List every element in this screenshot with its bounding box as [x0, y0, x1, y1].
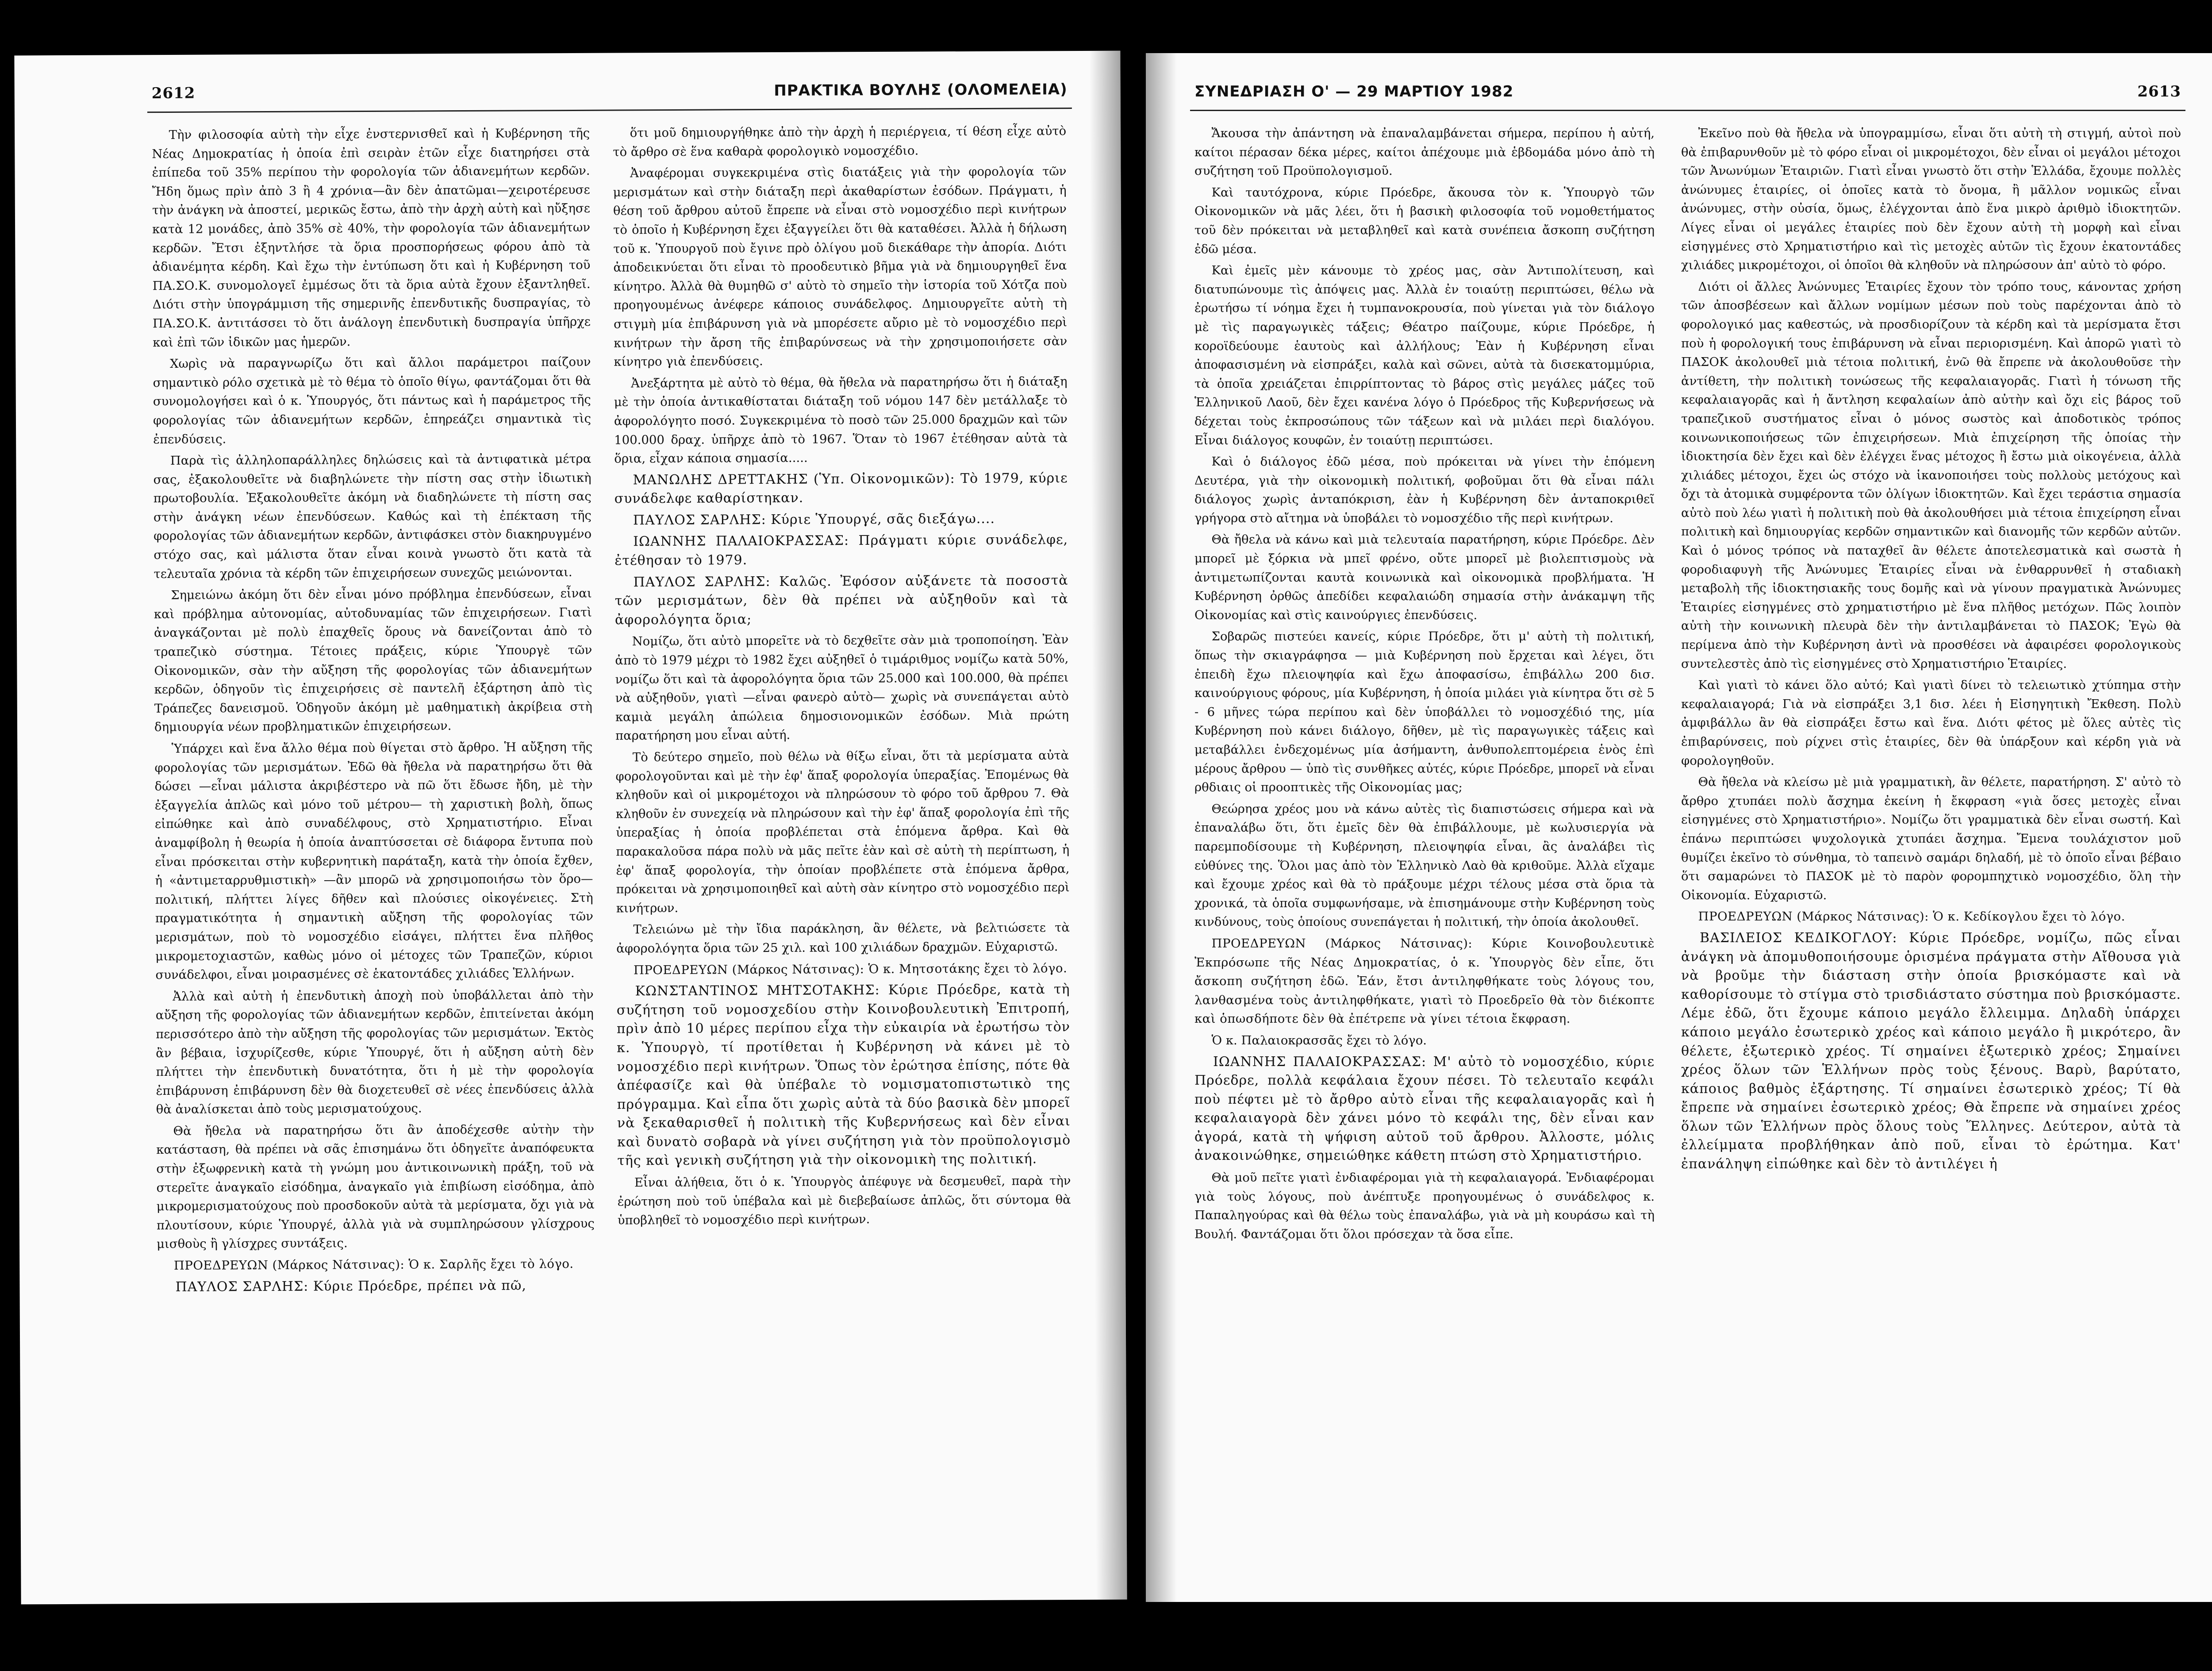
page-number: 2612	[151, 84, 196, 103]
chair-paragraph: ΠΡΟΕΔΡΕΥΩΝ (Μάρκος Νάτσινας): Ὁ κ. Κεδίκογλου ἔχει τὸ λόγο.	[1698, 909, 2125, 924]
left-page	[14, 51, 1127, 1605]
speaker-paragraph: ΙΩΑΝΝΗΣ ΠΑΛΑΙΟΚΡΑΣΣΑΣ: Μ' αὐτὸ τὸ νομοσχέδιο, κύριε Πρόεδρε, πολλὰ κεφάλαια ἔχουν πέσει. Τὸ τελευταῖο κεφάλι ποὺ πέφτει μὲ τὸ ἄρθρο αὐτὸ εἶναι τῆς κεφαλαιαγορᾶς καὶ ἡ κεφαλαιαγορὰ δὲν χάνει μόνο τὸ κεφάλι της, δὲν εἶναι καν ἀγορά, κατὰ τὴ ψήφιση αὐτοῦ τοῦ ἄρθρου. Ἀλλοστε, μόλις ἀνακοινώθηκε, σημειώθηκε κάθετη πτώση στὸ Χρηματιστήριο.	[1194, 1054, 1655, 1164]
paragraph: Ὑπάρχει καὶ ἕνα ἄλλο θέμα ποὺ θίγεται στὸ ἄρθρο. Ἡ αὔξηση τῆς φορολογίας τῶν μερισμάτων. Ἐδῶ θὰ ἤθελα νὰ παρατηρήσω ὅτι θὰ δώσει —εἶναι μάλιστα ἀκριβέστερο νὰ πῶ ὅτι ἔδωσε ἤδη, μὲ τὴν ἐξαγγελία ἁπλῶς καὶ μόνο τοῦ μέτρου— τὴ χαριστικὴ βολὴ, ὅπως εἰπώθηκε καὶ ἀπὸ συναδέλφους, στὸ Χρηματιστήριο. Εἶναι ἀναμφίβολη ἡ θεωρία ἡ ὁποία ἀναπτύσσεται σὲ διάφορα ἔντυπα ποὺ εἶναι πρόσκειται στὴν κυβερνητικὴ παράταξη, κατὰ τὴν ὁποία ἔχθεν, ἡ «ἀντιμεταρρυθμιστικὴ» —ἂν μπορῶ νὰ χρησιμοποιήσω τὸν ὅρο— πολιτική, πλήττει λίγες δῆθεν καὶ πλούσιες οἰκογένειες. Στὴ πραγματικότητα ἡ σημαντικὴ αὔξηση τῆς φορολογίας τῶν μερισμάτων, ποὺ τὸ νομοσχέδιο εἰσάγει, πλήττει ἕνα πλῆθος μικρομετοχιαστῶν, καθὼς μόνο οἱ μέτοχες τῶν Τραπεζῶν, κύριοι συνάδελφοι, εἶναι μοιρασμένες σὲ ἑκατοντάδες χιλιάδες Ἑλλήνων.	[154, 739, 594, 982]
gutter-shadow	[1089, 51, 1127, 1600]
paragraph: Θὰ ἤθελα νὰ κλείσω μὲ μιὰ γραμματικὴ, ἂν θέλετε, παρατήρηση. Σ' αὐτὸ τὸ ἄρθρο χτυπάει πολὺ ἄσχημα ἐκείνη ἡ ἔκφραση «γιὰ ὅσες μετοχὲς εἶναι εἰσηγμένες στὸ Χρηματιστήριο». Νομίζω ὅτι γραμματικὰ δὲν εἶναι σωστή. Καὶ ἐπάνω περιπτώσει ψυχολογικὰ χτυπάει ἄσχημα. Ἔμενα τουλάχιστον μοῦ θυμίζει ἐκεῖνο τὸ σύνθημα, τὸ ταπεινὸ σαμάρι δηλαδή, μὲ τὸ ὁποῖο εἶναι βέβαιο ὅτι σαμαρώνει τὸ ΠΑΣΟΚ μὲ τὸ παρὸν φορομπηχτικὸ νομοσχέδιο, ὅλη τὴν Οἰκονομία. Εὐχαριστῶ.	[1681, 775, 2181, 902]
speaker-paragraph: ΠΑΥΛΟΣ ΣΑΡΛΗΣ: Κύριε Πρόεδρε, πρέπει νὰ πῶ,	[175, 1278, 527, 1295]
paragraph: Τὴν φιλοσοφία αὐτὴ τὴν εἶχε ἐνστερνισθεῖ καὶ ἡ Κυβέρνηση τῆς Νέας Δημοκρατίας ἡ ὁποία ἐπὶ σειρὰν ἐτῶν εἶχε διατηρήσει στὰ ἐπίπεδα τοῦ 35% περίπου τὴν φορολογία τῶν ἀδιανεμήτων κερδῶν. Ἤδη ὅμως πρὶν ἀπὸ 3 ἢ 4 χρόνια—ἂν δὲν ἀπατῶμαι—χειροτέρευσε τὴν ἀνάγκη νὰ ἀποστεί, μερικῶς ἔστω, ἀπὸ τὴν ἀρχὴ αὐτὴ καὶ ηὔξησε κατὰ 12 μονάδες, ἀπὸ 35% σὲ 40%, τὴν φορολογία τῶν ἀδιανεμήτων κερδῶν. Ἔτσι ἐξηντλήσε τὰ ὅρια προσπορήσεως φόρου ἀπὸ τὰ ἀδιανέμητα κέρδη. Καὶ ἔχω τὴν ἐντύπωση ὅτι καὶ ἡ Κυβέρνηση τοῦ ΠΑ.ΣΟ.Κ. συνομολογεῖ ἐμμέσως ὅτι τὰ ὅρια αὐτὰ ἔχουν ἐξαντληθεῖ. Διότι στὴν ὑπογράμμιση τῆς σημερινῆς ἐπενδυτικῆς δυσπραγίας, τὸ ΠΑ.ΣΟ.Κ. ἀντιτάσσει τὸ ὅτι ἀνάλογη ἐπενδυτικὴ δυσπραγία ὑπῆρχε καὶ ἐπὶ τῶν ἰδικῶν μας ἡμερῶν.	[152, 126, 591, 350]
paragraph: Θεώρησα χρέος μου νὰ κάνω αὐτὲς τὶς διαπιστώσεις σήμερα καὶ νὰ ἐπαναλάβω ὅτι, ὅτι ἐμεῖς δὲν θὰ ἐπιβάλλουμε, μὲ κωλυσιεργία νὰ παρεμποδίσουμε τὴ Κυβέρνηση, πλειοψηφία εἶναι, ἂς ἀναλάβει τὶς εὐθύνες της. Ὅλοι μας ἀπὸ τὸν Ἑλληνικὸ Λαὸ θὰ κριθοῦμε. Ἀλλὰ εἴχαμε καὶ ἔχουμε χρέος καὶ θὰ τὸ πράξουμε μέχρι τέλους μέσα στὰ ὅρια τὰ χρονικά, τὰ ὁποῖα συμφωνήσαμε, νὰ ἐπισημάνουμε στὴν Κυβέρνηση τοὺς κινδύνους, τοὺς ὁποίους συνεπάγεται ἡ πολιτική, τὴν ὁποία ἀκολουθεῖ.	[1194, 801, 1655, 929]
paragraph: Ἀναφέρομαι συγκεκριμένα στὶς διατάξεις γιὰ τὴν φορολογία τῶν μερισμάτων καὶ στὴν διάταξη περὶ ἀκαθαρίστων ἐσόδων. Πράγματι, ἡ θέση τοῦ ἄρθρου αὐτοῦ ἔπρεπε νὰ εἶναι στὸ νομοσχέδιο περὶ κινήτρων τὸ ὁποῖο ἡ Κυβέρνηση ἔχει ἐξαγγείλει ὅτι θὰ καταθέσει. Ἀλλὰ ἡ δήλωση τοῦ κ. Ὑπουργοῦ ποὺ ἔγινε πρὸ ὀλίγου μοῦ διεκάθαρε τὴν ἀπορία. Διότι ἀποδεικνύεται ὅτι εἶναι τὸ προοδευτικὸ βῆμα γιὰ νὰ δημιουργηθεῖ ἕνα κίνητρο. Ἀλλὰ θὰ θυμηθῶ σ' αὐτὸ τὸ σημεῖο τὴν ἱστορία τοῦ Χότζα ποὺ προηγουμένως ἀνέφερε κάποιος συνάδελφος. Δημιουργεῖτε αὐτὴ τὴ στιγμὴ μία ἐπιβάρυνση γιὰ νὰ μπορέσετε αὔριο μὲ τὸ νομοσχέδιο περὶ κινήτρων τὴν ἄρση τῆς ἐπιβαρύνσεως νὰ τὴν χρησιμοποιήσετε σὰν κίνητρο γιὰ ἐπενδύσεις.	[613, 164, 1068, 369]
paragraph: Ἀλλὰ καὶ αὐτὴ ἡ ἐπενδυτικὴ ἀποχὴ ποὺ ὑποβάλλεται ἀπὸ τὴν αὔξηση τῆς φορολογίας τῶν ἀδιανεμήτων κερδῶν, ἐπιτείνεται ἀκόμη περισσότερο ἀπὸ τὴν αὔξηση τῆς φορολογίας τῶν μερισμάτων. Ἐκτὸς ἂν βέβαια, ἰσχυρίζεσθε, κύριε Ὑπουργέ, ὅτι ἡ αὔξηση αὐτὴ δὲν πλήττει τὴν ἐπενδυτικὴ δυνατότητα, ὅτι ἡ μὲ τὴν φορολογία ἐπιβάρυνση ἐπιβάρυνση δὲν θὰ διοχετευθεῖ σὲ νέες ἐπενδύσεις ἀλλὰ θὰ ἀναλίσκεται ἀπὸ τοὺς μερισματούχους.	[155, 987, 594, 1117]
speaker-paragraph: ΒΑΣΙΛΕΙΟΣ ΚΕΔΙΚΟΓΛΟΥ: Κύριε Πρόεδρε, νομίζω, πῶς εἶναι ἀνάγκη νὰ ἀπομυθοποιήσουμε ὁρισμένα πράγματα στὴν Αἴθουσα γιὰ νὰ βροῦμε τὴν διάσταση στὴν ὁποία βρισκόμαστε καὶ νὰ καθορίσουμε τὸ στίγμα στὸ τρισδιάστατο σύστημα ποὺ βρισκόμαστε. Λέμε ἐδῶ, ὅτι ἔχουμε κάποιο μεγάλο ἔλλειμμα. Δηλαδὴ ὑπάρχει κάποιο μεγάλο ἐσωτερικὸ χρέος καὶ κάποιο μεγάλο ἢ μικρότερο, ἂν θέλετε, ἐξωτερικὸ χρέος. Τί σημαίνει ἐξωτερικὸ χρέος; Σημαίνει χρέος ὅλων τῶν Ἑλλήνων πρὸς τοὺς ξένους. Βαρὺ, βαρύτατο, κάποιος βαθμὸς ἐξάρτησης. Τί σημαίνει ἐσωτερικὸ χρέος; Τί θὰ ἔπρεπε νὰ σημαίνει ἐσωτερικὸ χρέος; Θὰ ἔπρεπε νὰ σημαίνει χρέος ὅλων τῶν Ἑλλήνων πρὸς ὅλους τοὺς Ἕλληνες. Δεύτερον, αὐτὰ τὰ ἐλλείμματα προβλήθηκαν ἀπὸ ποῦ, εἶναι τὸ ἐρώτημα. Κατ' ἐπανάληψη εἰπώθηκε καὶ δὲν τὸ ἀντιλέγει ἡ	[1681, 930, 2181, 1172]
right-page	[1146, 53, 2212, 1602]
header-rule	[147, 108, 1072, 113]
paragraph: Καὶ ὁ διάλογος ἐδῶ μέσα, ποὺ πρόκειται νὰ γίνει τὴν ἐπόμενη Δευτέρα, γιὰ τὴν οἰκονομικὴ πολιτική, φοβοῦμαι ὅτι θὰ εἶναι πάλι διάλογος χωρὶς ἀνταπόκριση, ἐὰν ἡ Κυβέρνηση δὲν ἀνταποκριθεῖ γρήγορα στὸ αἴτημα νὰ ὑποβάλει τὸ νομοσχέδιο τῆς περὶ κινήτρων.	[1194, 454, 1655, 525]
paragraph: Καὶ γιατὶ τὸ κάνει ὅλο αὐτό; Καὶ γιατὶ δίνει τὸ τελειωτικὸ χτύπημα στὴν κεφαλαιαγορά; Γιὰ νὰ εἰσπράξει 3,1 δισ. λέει ἡ Εἰσηγητικὴ Ἔκθεση. Πολὺ ἀμφιβάλλω ἂν θὰ εἰσπράξει ἔστω καὶ ἕνα. Διότι φέτος μὲ ὅλες αὐτὲς τὶς ἐπιβαρύνσεις, ποὺ ρίχνει στὶς ἑταιρίες, δὲν θὰ ὑπάρξουν καὶ κέρδη γιὰ νὰ φορολογηθοῦν.	[1681, 678, 2181, 768]
paragraph: Παρὰ τὶς ἀλληλοπαράλληλες δηλώσεις καὶ τὰ ἀντιφατικὰ μέτρα σας, ἐξακολουθεῖτε νὰ διαβηλώνετε τὴν πίστη σας στὴν ἰδιωτικὴ πρωτοβουλία. Ἐξακολουθεῖτε ἀκόμη νὰ διαδηλώνετε τὴ πίστη σας στὴν ἀνάγκη νέων ἐπενδύσεων. Καθώς καὶ τὴ ἐπέκταση τῆς φορολογίας τῶν ἀδιανεμήτων κερδῶν, ἀντιφάσκει στὸν διακηρυγμένο στόχο σας, καὶ μάλιστα ὅταν εἶναι κοινὰ γνωστὸ ὅτι κατὰ τὰ τελευταῖα χρόνια τὰ κέρδη τῶν ἐπιχειρήσεων συνεχῶς μειώνονται.	[153, 451, 592, 581]
speaker-paragraph: ΚΩΝΣΤΑΝΤΙΝΟΣ ΜΗΤΣΟΤΑΚΗΣ: Κύριε Πρόεδρε, κατὰ τὴ συζήτηση τοῦ νομοσχεδίου στὴν Κοινοβουλευτικὴ Ἐπιτροπή, πρὶν ἀπὸ 10 μέρες περίπου εἶχα τὴν εὐκαιρία νὰ ἐρωτήσω τὸν κ. Ὑπουργὸ, τί προτίθεται ἡ Κυβέρνηση νὰ κάνει μὲ τὸ νομοσχέδιο περὶ κινήτρων. Ὅπως τὸν ἐρώτησα ἐπίσης, πότε θὰ ἀπέφασίζε καὶ θὰ ὑπέβαλε τὸ νομισματοπιστωτικὸ της πρόγραμμα. Καὶ εἶπα ὅτι χωρὶς αὐτὰ τὰ δύο βασικὰ δὲν μπορεῖ νὰ ξεκαθαρισθεῖ ἡ πολιτικὴ τῆς Κυβερνήσεως καὶ δὲν εἶναι καὶ δυνατὸ σοβαρὰ νὰ γίνει συζήτηση γιὰ τὸν προϋπολογισμὸ τῆς καὶ γενικὴ συζήτηση γιὰ τὴν οἰκονομικὴ της πολιτική.	[616, 982, 1071, 1169]
paragraph: Σημειώνω ἀκόμη ὅτι δὲν εἶναι μόνο πρόβλημα ἐπενδύσεων, εἶναι καὶ πρόβλημα αὐτονομίας, αὐτοδυναμίας τῶν ἐπιχειρήσεων. Γιατὶ ἀναγκάζονται μὲ πολὺ ἐπαχθεῖς ὅρους νὰ δανείζονται ἀπὸ τὸ τραπεζικὸ σύστημα. Τέτοιες πράξεις, κύριε Ὑπουργὲ τῶν Οἰκονομικῶν, σὰν τὴν αὔξηση τῆς φορολογίας τῶν ἀδιανεμήτων κερδῶν, ὁδηγοῦν τὶς ἐπιχειρήσεις σὲ παντελῆ ἐξάρτηση ἀπὸ τὶς Τράπεζες δανεισμοῦ. Ὁδηγοῦν ἀκόμη μὲ μαθηματικὴ ἀκρίβεια στὴ δημιουργία νέων προβληματικῶν ἐπιχειρήσεων.	[154, 586, 592, 735]
header-title: ΠΡΑΚΤΙΚΑ ΒΟΥΛΗΣ (ΟΛΟΜΕΛΕΙΑ)	[774, 81, 1068, 100]
paragraph: Χωρὶς νὰ παραγνωρίζω ὅτι καὶ ἄλλοι παράμετροι παίζουν σημαντικὸ ρόλο σχετικὰ μὲ τὸ θέμα τὸ ὁποῖο θίγω, φαντάζομαι ὅτι θὰ συνομολογήσει καὶ ὁ κ. Ὑπουργός, ὅτι πάντως καὶ ἡ παράμετρος τῆς φορολογίας τῶν ἀδιανεμήτων κερδῶν, ἐπηρεάζει σημαντικὰ τὶς ἐπενδύσεις.	[153, 354, 591, 447]
paragraph: Σοβαρῶς πιστεύει κανείς, κύριε Πρόεδρε, ὅτι μ' αὐτὴ τὴ πολιτική, ὅπως τὴν σκιαγράφησα — μιὰ Κυβέρνηση ποὺ ἔρχεται καὶ λέγει, ὅτι ἐπειδὴ ἔχω πλειοψηφία καὶ ἔχω ἀποφασίσω, ἐπιβάλλω 200 δισ. καινούργιους φόρους, μία Κυβέρνηση, ἡ ὁποία μιλάει γιὰ κίνητρα ὅτι σὲ 5 - 6 μῆνες τώρα περίπου καὶ δὲν ὑποβάλλει τὸ νομοσχέδιό της, μία Κυβέρνηση ποὺ κάνει διάλογο, δῆθεν, μὲ τὶς παραγωγικὲς τάξεις καὶ μεταβάλλει ἐνδεχομένως μία ἀσήμαντη, ἀνθυπολεπτομέρεια ἑνὸς ἐπὶ μέρους ἄρθρου — ὑπὸ τὶς συνθῆκες αὐτές, κύριε Πρόεδρε, μπορεῖ νὰ εἶναι ρθδιαις οἱ προοπτικὲς τῆς Οἰκονομίας μας;	[1194, 629, 1655, 795]
speaker-paragraph: ΠΑΥΛΟΣ ΣΑΡΛΗΣ: Κύριε Ὑπουργέ, σᾶς διεξάγω....	[633, 511, 995, 528]
text-column-left	[152, 124, 596, 1577]
gutter-shadow	[1146, 53, 1177, 1602]
page-header	[1194, 76, 2181, 107]
speaker-paragraph: ΜΑΝΩΛΗΣ ΔΡΕΤΤΑΚΗΣ (Ὑπ. Οἰκονομικῶν): Τὸ 1979, κύριε συνάδελφε καθαρίστηκαν.	[614, 470, 1068, 507]
paragraph: Καὶ ἐμεῖς μὲν κάνουμε τὸ χρέος μας, σὰν Ἀντιπολίτευση, καὶ διατυπώνουμε τὶς ἀπόψεις μας. Ἀλλὰ ἐν τοιαύτῃ περιπτώσει, θέλω νὰ ἐρωτήσω τί νόημα ἔχει ἡ τυμπανοκρουσία, ποὺ γίνεται γιὰ τὸν διάλογο μὲ τὶς παραγωγικὲς τάξεις; Θέατρο παίζουμε, κύριε Πρόεδρε, ἡ κοροϊδεύουμε ἑαυτοὺς καὶ ἀλλήλους; Ἐὰν ἡ Κυβέρνηση εἶναι ἀποφασισμένη νὰ εἰσπράξει, καλὰ καὶ σῶνει, αὐτὰ τὰ δισεκατομμύρια, τὰ ὁποῖα χρειάζεται ἐπιρρίπτοντας τὸ βάρος στὶς μεγάλες μάζες τοῦ Ἑλληνικοῦ Λαοῦ, δὲν ἔχει κανένα λόγο ὁ Πρόεδρος τῆς Κυβερνήσεως νὰ δέχεται τοὺς ἐκπροσώπους τῶν τάξεων καὶ νὰ μιλάει περὶ διαλόγου. Εἶναι διάλογος κουφῶν, ἐν τοιαύτῃ περιπτώσει.	[1194, 263, 1655, 447]
paragraph: Θὰ ἤθελα νὰ κάνω καὶ μιὰ τελευταία παρατήρηση, κύριε Πρόεδρε. Δὲν μπορεῖ μὲ ξόρκια νὰ μπεῖ φρένο, οὔτε μπορεῖ μὲ βιολεπτισμοὺς νὰ ἀντιμετωπίζονται καυτὰ κοινωνικὰ καὶ οἰκονομικὰ προβλήματα. Ἡ Κυβέρνηση ὀρθῶς ἀπεδίδει κεφαλαιώδη σημασία στὴν ἀνάκαμψη τῆς Οἰκονομίας καὶ στὶς καινούργιες ἐπενδύσεις.	[1194, 532, 1655, 622]
text-column-left	[1194, 124, 1655, 1575]
paragraph: Ὁ κ. Παλαιοκρασσᾶς ἔχει τὸ λόγο.	[1211, 1033, 1427, 1047]
paragraph: Θὰ ἤθελα νὰ παρατηρήσω ὅτι ἂν ἀποδέχεσθε αὐτὴν τὴν κατάσταση, θὰ πρέπει νὰ σᾶς ἐπισημάνω ὅτι ὁδηγεῖτε ἀναπόφευκτα στὴν ἐξωφρενικὴ κατὰ τὴ γνώμη μου ἀντικοινωνικὴ πράξη, τοῦ νὰ στερεῖτε ἀναγκαῖο εἰσόδημα, ἀναγκαῖο γιὰ ἐπιβίωση εἰσόδημα, ἀπὸ μικρομερισματούχους ποὺ προσδοκοῦν αὐτὰ τὰ μερίσματα, ὄχι γιὰ νὰ πλουτίσουν, κύριε Ὑπουργέ, ἀλλὰ γιὰ νὰ συμπληρώσουν γλίσχρους μισθοὺς ἢ γλίσχρες συντάξεις.	[156, 1122, 595, 1251]
page-header	[152, 74, 1068, 109]
paragraph: ὅτι μοῦ δημιουργήθηκε ἀπὸ τὴν ἀρχὴ ἡ περιέργεια, τί θέση εἶχε αὐτὸ τὸ ἄρθρο σὲ ἕνα καθαρὰ φορολογικὸ νομοσχέδιο.	[613, 124, 1067, 159]
paragraph: Τελειώνω μὲ τὴν ἴδια παράκληση, ἂν θέλετε, νὰ βελτιώσετε τὰ ἀφορολόγητα ὅρια τῶν 25 χιλ. καὶ 100 χιλιάδων δραχμῶν. Εὐχαριστῶ.	[616, 920, 1070, 956]
paragraph: Διότι οἱ ἄλλες Ἀνώνυμες Ἑταιρίες ἔχουν τὸν τρόπο τους, κάνοντας χρήση τῶν ἀποσβέσεων καὶ ἄλλων νομίμων μέσων ποὺ τοὺς παρέχονται ἀπὸ τὸ φορολογικό μας καθεστώς, νὰ προσδιορίζουν τὰ κέρδη καὶ τὰ μερίσματα ἔτσι ποὺ ἡ φορολογική τους ἐπιβάρυνση νὰ εἶναι περιορισμένη. Καὶ ἀπορῶ γιατὶ τὸ ΠΑΣΟΚ ἀκολουθεῖ μιὰ τέτοια πολιτική, ἐνῶ θὰ ἔπρεπε νὰ ἀκολουθοῦσε τὴν ἀντίθετη, τὴν πολιτικὴ τονώσεως τῆς κεφαλαιαγορᾶς. Γιατὶ ἡ τόνωση τῆς κεφαλαιαγορᾶς καὶ ἡ ἄντληση κεφαλαίων ἀπὸ αὐτὴν καὶ ὄχι εἰς βάρος τοῦ τραπεζικοῦ συστήματος εἶναι ὁ μόνος σωστὸς καὶ ἀποδοτικὸς τρόπος κοινωνικοποιήσεως τῶν ἐπιχειρήσεων. Μιὰ ἐπιχείρηση τῆς ὁποίας τὴν ἰδιοκτησία δὲν ἔχει καὶ δὲν ἐλέγχει ἕνας μέτοχος ἢ ἔστω μιὰ οἰκογένεια, ἀλλὰ χιλιάδες μέτοχοι, ἔχει ὡς στόχο νὰ ἱκανοποιήσει τοὺς πολλοὺς μετόχους καὶ ὄχι τὰ ἀτομικὰ συμφέροντα τῶν ὀλίγων ἰδιοκτητῶν. Καὶ ἔχει τεράστια σημασία αὐτὸ ποὺ λέω γιατὶ ἡ πολιτικὴ ποὺ θὰ ἀκολουθήσει μιὰ τέτοια ἐπιχείρηση εἶναι πολιτικὴ καὶ δημιουργίας κερδῶν σημαντικῶν καὶ διανομῆς τῶν κερδῶν αὐτῶν. Καὶ ὁ μόνος τρόπος νὰ παταχθεῖ ἂν θέλετε ἀποτελεσματικὰ καὶ σωστὰ ἡ φοροδιαφυγὴ τῆς Ἀνώνυμες Ἑταιρίες εἶναι νὰ ἐνθαρρυνθεῖ ἡ σταδιακὴ μεταβολὴ τῆς ἰδιοκτησιακῆς τους δομῆς καὶ νὰ γίνουν πραγματικὰ Ἀνώνυμες Ἑταιρίες εἰσηγμένες στὸ χρηματιστήριο μὲ ἕνα πλῆθος μετόχων. Πῶς λοιπὸν αὐτὴ τὴν κοινωνικὴ πλευρὰ δὲν τὴν ἀντιλαμβάνεται τὸ ΠΑΣΟΚ; Ἐγὼ θὰ περίμενα ἀπὸ τὴν Κυβέρνηση ἀντὶ νὰ προσθέσει νὰ ἀφαιρέσει φορολογικοὺς συντελεστὲς ἀπὸ τὶς εἰσηγμένες στὸ Χρηματιστήριο Ἑταιρίες.	[1681, 279, 2181, 671]
speaker-paragraph: ΙΩΑΝΝΗΣ ΠΑΛΑΙΟΚΡΑΣΣΑΣ: Πράγματι κύριε συνάδελφε, ἐτέθησαν τὸ 1979.	[614, 532, 1068, 569]
text-column-right	[1681, 124, 2181, 1575]
chair-paragraph: ΠΡΟΕΔΡΕΥΩΝ (Μάρκος Νάτσινας): Κύριε Κοινοβουλευτικὲ Ἐκπρόσωπε τῆς Νέας Δημοκρατίας, ὁ κ. Ὑπουργὸς δὲν εἶπε, ὅτι ἄσκοπη συζήτηση ἐδῶ. Ἐάν, ἔτσι ἀντιληφθήκατε τοὺς λόγους του, λανθασμένα τοὺς ἀντιληφθήκατε, γιατὶ τὸ Προεδρεῖο θὰ τὸν διέκοπτε καὶ ὁπωσδήποτε δὲν θὰ ἐπέτρεπε νὰ γίνει τέτοια ἔκφραση.	[1194, 936, 1655, 1026]
paragraph: Εἶναι ἀλήθεια, ὅτι ὁ κ. Ὑπουργὸς ἀπέφυγε νὰ δεσμευθεῖ, παρὰ τὴν ἐρώτηση ποὺ τοῦ ὑπέβαλα καὶ μὲ διεβεβαίωσε ἁπλῶς, ὅτι σύντομα θὰ ὑποβληθεῖ τὸ νομοσχέδιο περὶ κινήτρων.	[617, 1174, 1071, 1228]
paragraph: Ἐκεῖνο ποὺ θὰ ἤθελα νὰ ὑπογραμμίσω, εἶναι ὅτι αὐτὴ τὴ στιγμή, αὐτοὶ ποὺ θὰ ἐπιβαρυνθοῦν μὲ τὸ φόρο εἶναι οἱ μικρομέτοχοι, δὲν εἶναι οἱ μεγάλοι μέτοχοι τῶν Ἀνωνύμων Ἑταιριῶν. Γιατὶ εἶναι γνωστὸ ὅτι στὴν Ἑλλάδα, ἔχουμε πολλὲς ἀνώνυμες ἑταιρίες, οἱ ὁποῖες κατὰ τὸ ὄνομα, ἢ μᾶλλον νομικῶς εἶναι ἀνώνυμες, στὴν οὐσία, ὅμως, ἐλέγχονται ἀπὸ ἕνα μικρὸ ἀριθμὸ ἰδιοκτητῶν. Λίγες εἶναι οἱ μεγάλες ἑταιρίες ποὺ δὲν ἔχουν αὐτὴ τὴ μορφὴ καὶ εἶναι εἰσηγμένες στὸ Χρηματιστήριο καὶ τὶς μετοχὲς αὐτῶν τὶς ἔχουν ἑκατοντάδες χιλιάδες μικρομέτοχοι, οἱ ὁποῖοι θὰ κληθοῦν νὰ πληρώσουν ἀπ' αὐτὸ τὸ φόρο.	[1681, 126, 2181, 273]
chair-paragraph: ΠΡΟΕΔΡΕΥΩΝ (Μάρκος Νάτσινας): Ὁ κ. Σαρλῆς ἔχει τὸ λόγο.	[173, 1257, 574, 1273]
text-column-right	[613, 122, 1072, 1575]
paragraph: Ἄκουσα τὴν ἀπάντηση νὰ ἐπαναλαμβάνεται σήμερα, περίπου ἡ αὐτή, καίτοι πέρασαν δέκα μέρες, καίτοι ἀπέχουμε μιὰ ἑβδομάδα μόνο ἀπὸ τὴ συζήτηση τοῦ Προϋπολογισμοῦ.	[1194, 126, 1655, 178]
paragraph: Θὰ μοῦ πεῖτε γιατὶ ἐνδιαφέρομαι γιὰ τὴ κεφαλαιαγορά. Ἐνδιαφέρομαι γιὰ τοὺς λόγους, ποὺ ἀνέπτυξε προηγουμένως ὁ συνάδελφος κ. Παπαληγούρας καὶ θὰ θέλω τοὺς ἐπαναλάβω, γιὰ νὰ μὴ κουράσω καὶ τὴ Βουλή. Φαντάζομαι ὅτι ὅλοι πρόσεχαν τὰ ὅσα εἶπε.	[1194, 1170, 1655, 1241]
speaker-paragraph: ΠΑΥΛΟΣ ΣΑΡΛΗΣ: Καλῶς. Ἐφόσον αὐξάνετε τὰ ποσοστὰ τῶν μερισμάτων, δὲν θὰ πρέπει νὰ αὐξηθοῦν καὶ τὰ ἀφορολόγητα ὅρια;	[614, 572, 1068, 628]
chair-paragraph: ΠΡΟΕΔΡΕΥΩΝ (Μάρκος Νάτσινας): Ὁ κ. Μητσοτάκης ἔχει τὸ λόγο.	[633, 961, 1068, 977]
header-rule	[1190, 110, 2185, 111]
page-number: 2613	[2137, 83, 2181, 100]
paragraph: Ἀνεξάρτητα μὲ αὐτὸ τὸ θέμα, θὰ ἤθελα νὰ παρατηρήσω ὅτι ἡ διάταξη μὲ τὴν ὁποία ἀντικαθίσταται διάταξη τοῦ νόμου 147 δὲν μετάλλαξε τὸ ἀφορολόγητο ποσό. Συγκεκριμένα τὸ ποσὸ τῶν 25.000 δραχμῶν καὶ τῶν 100.000 δραχ. ὑπῆρχε ἀπὸ τὸ 1967. Ὅταν τὸ 1967 ἐτέθησαν αὐτὰ τὰ ὅρια, εἶχαν κάποια σημασία.....	[614, 374, 1068, 466]
paragraph: Καὶ ταυτόχρονα, κύριε Πρόεδρε, ἄκουσα τὸν κ. Ὑπουργὸ τῶν Οἰκονομικῶν νὰ μᾶς λέει, ὅτι ἡ βασικὴ φιλοσοφία τοῦ νομοθετήματος τοῦ δὲν πρόκειται νὰ μεταβληθεῖ καὶ κατὰ συνέπεια ἄσκοπη συζήτηση ἐδῶ μέσα.	[1194, 185, 1655, 256]
paragraph: Τὸ δεύτερο σημεῖο, ποὺ θέλω νὰ θίξω εἶναι, ὅτι τὰ μερίσματα αὐτὰ φορολογοῦνται καὶ μὲ τὴν ἐφ' ἅπαξ φορολογία ὑπεραξίας. Ἐπομένως θὰ κληθοῦν καὶ οἱ μικρομέτοχοι νὰ πληρώσουν τὸ φόρο τοῦ ἄρθρου 7. Θὰ κληθοῦν ἐν συνεχείᾳ νὰ πληρώσουν καὶ τὴν ἐφ' ἅπαξ φορολογία ἐπὶ τῆς ὑπεραξίας ἡ ὁποία προβλέπεται στὰ ἑπόμενα ἄρθρα. Καὶ θὰ παρακαλοῦσα πάρα πολὺ νὰ μᾶς πεῖτε ἐὰν καὶ σὲ αὐτὴ τὴ περίπτωση, ἡ ἐφ' ἅπαξ φορολογία, τὴν ὁποίαν προβλέπετε στὰ ἑπόμενα ἄρθρα, πρόκειται νὰ χρησιμοποιηθεῖ καὶ αὐτὴ σὰν κίνητρο στὸ νομοσχέδιο περὶ κινήτρων.	[615, 748, 1070, 916]
header-title: ΣΥΝΕΔΡΙΑΣΗ Ο' — 29 ΜΑΡΤΙΟΥ 1982	[1194, 83, 1514, 100]
paragraph: Νομίζω, ὅτι αὐτὸ μπορεῖτε νὰ τὸ δεχθεῖτε σὰν μιὰ τροποποίηση. Ἐὰν ἀπὸ τὸ 1979 μέχρι τὸ 1982 ἔχει αὐξηθεῖ ὁ τιμάριθμος νομίζω κατὰ 50%, νομίζω ὅτι καὶ τὰ ἀφορολόγητα ὅρια τῶν 25.000 καὶ 100.000, θὰ πρέπει νὰ αὐξηθοῦν, γιατὶ —εἶναι φανερὸ αὐτὸ— χωρὶς νὰ συνεπάγεται αὐτὸ καμιὰ μεγάλη ἀπώλεια δημοσιονομικῶν ἐσόδων. Μιὰ πρώτη παρατήρηση μου εἶναι αὐτή.	[615, 632, 1069, 743]
